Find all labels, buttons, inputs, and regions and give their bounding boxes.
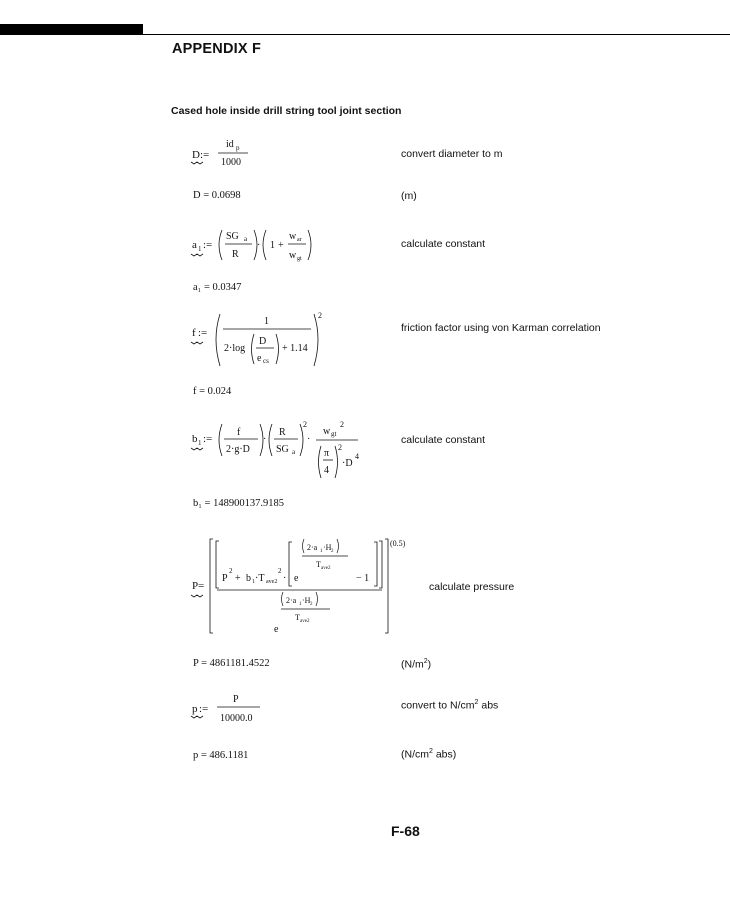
svg-text:2: 2 (310, 602, 313, 607)
svg-text:·: · (263, 434, 267, 445)
step-desc-unit: convert to $N/cm^2$ abs (401, 699, 499, 712)
svg-text:w: w (289, 231, 297, 242)
step-desc: (m) (401, 190, 417, 202)
svg-text:1: 1 (252, 579, 255, 585)
svg-text:π: π (324, 448, 330, 459)
svg-text:P: P (233, 694, 239, 705)
svg-text:b: b (192, 433, 198, 445)
result-p-pascal: P = 4861181.4522 (193, 658, 270, 669)
svg-text:gt: gt (331, 430, 337, 438)
svg-text:2: 2 (331, 549, 334, 554)
svg-text:p: p (192, 703, 198, 715)
svg-text:·: · (283, 573, 287, 584)
header-bar (0, 24, 143, 35)
svg-text:w: w (323, 426, 331, 437)
svg-text:2·log: 2·log (224, 343, 246, 354)
svg-text:2: 2 (278, 567, 282, 575)
svg-text:1000: 1000 (221, 157, 241, 168)
svg-text:e: e (257, 353, 262, 364)
equation-f-definition (190, 308, 340, 370)
svg-text:T: T (316, 560, 321, 569)
svg-text::=: := (198, 327, 208, 339)
svg-text:SG: SG (276, 444, 289, 455)
svg-text:1: 1 (264, 316, 269, 327)
svg-text:ave2: ave2 (266, 579, 278, 585)
svg-text:T: T (295, 613, 300, 622)
appendix-title: APPENDIX F (172, 41, 262, 57)
svg-text:1: 1 (270, 240, 275, 251)
svg-text:f: f (192, 327, 196, 339)
step-desc: calculate constant (401, 238, 486, 250)
svg-text:2·a: 2·a (307, 543, 318, 552)
svg-text:2: 2 (338, 443, 342, 452)
svg-text:b: b (246, 573, 251, 584)
svg-text:2·a: 2·a (286, 596, 297, 605)
result-b1: b₁ = 148900137.9185 (193, 498, 284, 509)
svg-text:D: D (259, 336, 267, 347)
svg-text:id: id (226, 139, 234, 150)
svg-text:·H: ·H (302, 596, 311, 605)
svg-text:4: 4 (355, 452, 359, 461)
header-rule (143, 34, 730, 35)
svg-text:1: 1 (299, 602, 302, 607)
equation-d-definition (190, 136, 270, 172)
svg-text:− 1: − 1 (356, 573, 370, 584)
svg-text:f: f (237, 427, 241, 438)
svg-text:ave2: ave2 (300, 619, 310, 624)
step-desc: convert diameter to m (401, 148, 503, 160)
svg-text:4: 4 (324, 465, 329, 476)
svg-text:a: a (244, 235, 248, 243)
svg-text:+: + (278, 240, 284, 251)
step-desc: calculate constant (401, 434, 486, 446)
result-f: f = 0.024 (193, 386, 232, 397)
svg-text:w: w (289, 250, 297, 261)
svg-text:=: = (198, 580, 205, 592)
svg-text:P: P (222, 573, 228, 584)
step-desc-unit: ($N/cm^2$ abs) (401, 748, 457, 761)
svg-text::=: := (203, 433, 213, 445)
page-number: F-68 (391, 823, 420, 839)
step-desc: friction factor using von Karman correlation (401, 322, 601, 334)
svg-text:gt: gt (297, 256, 302, 262)
svg-text:(0.5): (0.5) (390, 539, 406, 548)
result-d: D = 0.0698 (193, 190, 241, 201)
svg-text:·T: ·T (255, 573, 265, 584)
svg-text:·: · (257, 240, 261, 251)
svg-text:1: 1 (198, 245, 202, 253)
svg-text:D: D (192, 149, 200, 161)
svg-text:1: 1 (320, 549, 323, 554)
svg-text:cs: cs (263, 357, 269, 365)
svg-text:2: 2 (229, 567, 233, 575)
svg-text:2·g·D: 2·g·D (226, 444, 250, 455)
svg-text:·: · (307, 434, 311, 445)
svg-text:2: 2 (340, 420, 344, 429)
svg-text:a: a (292, 448, 296, 456)
svg-text:·D: ·D (342, 458, 353, 469)
svg-text:+ 1.14: + 1.14 (282, 343, 308, 354)
section-title: Cased hole inside drill string tool joint section (171, 105, 402, 117)
svg-text::=: := (200, 149, 210, 161)
svg-text:2: 2 (318, 311, 322, 320)
svg-text:·H: ·H (323, 543, 332, 552)
svg-text:+: + (235, 573, 241, 584)
svg-text:ar: ar (297, 237, 302, 243)
svg-text:P: P (192, 580, 199, 592)
svg-text:10000.0: 10000.0 (220, 713, 253, 724)
svg-text:e: e (274, 624, 279, 635)
svg-text::=: := (203, 239, 213, 251)
svg-text:R: R (279, 427, 286, 438)
svg-text:SG: SG (226, 231, 239, 242)
svg-text:p: p (236, 144, 240, 152)
equation-p-definition (190, 690, 270, 730)
step-desc: calculate pressure (429, 581, 515, 593)
equation-b1-definition (190, 418, 365, 488)
svg-text:R: R (232, 249, 239, 260)
svg-text:a: a (192, 239, 197, 251)
step-desc-unit: $(N/m^2)$ (401, 658, 432, 671)
result-a1: a₁ = 0.0347 (193, 282, 242, 293)
result-p-ncm2: p = 486.1181 (193, 750, 249, 761)
svg-text::=: := (199, 703, 209, 715)
equation-a1-definition (190, 226, 320, 268)
equation-pressure (190, 536, 415, 636)
svg-text:e: e (294, 573, 299, 584)
svg-text:2: 2 (303, 420, 307, 429)
svg-text:1: 1 (198, 439, 202, 447)
svg-text:ave2: ave2 (321, 566, 331, 571)
